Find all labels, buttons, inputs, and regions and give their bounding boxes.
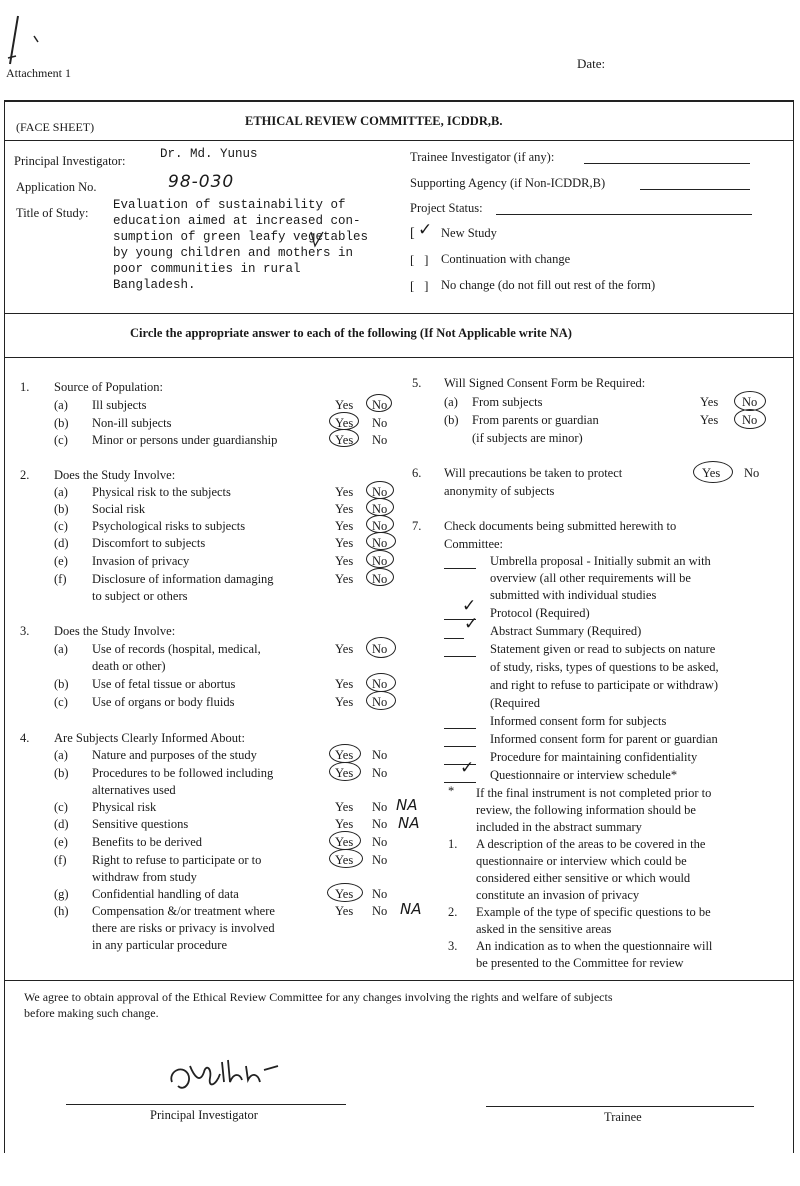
item-1b-yes[interactable]: Yes [335, 416, 354, 430]
item-2f-text-1: Disclosure of information damaging [92, 572, 274, 586]
form-divider-questions [4, 980, 793, 981]
status-cont-label: Continuation with change [441, 252, 571, 266]
item-4b-letter: (b) [54, 766, 69, 780]
section-6-text-2: anonymity of subjects [444, 484, 555, 498]
corner-mark-icon [4, 12, 44, 70]
item-4e-text: Benefits to be derived [92, 835, 203, 849]
section-6-text-1: Will precautions be taken to protect [444, 466, 623, 480]
status-field[interactable] [496, 214, 752, 215]
item-4g-no[interactable]: No [372, 887, 388, 901]
title-line-3: sumption of green leafy vegetables [113, 230, 369, 244]
item-4f-text-1: Right to refuse to participate or to [92, 853, 262, 867]
item-1c-circle [329, 429, 359, 447]
item-1b-text: Non-ill subjects [92, 416, 172, 430]
title-line-2: education aimed at increased con- [113, 214, 361, 228]
item-4h-text-3: in any particular procedure [92, 938, 228, 952]
form-divider-project [4, 313, 793, 314]
doc-confidentiality-text: Procedure for maintaining confidentiality [490, 750, 698, 764]
item-2f-yes[interactable]: Yes [335, 572, 354, 586]
item-3c-circle [366, 691, 396, 710]
item-2c-yes[interactable]: Yes [335, 519, 354, 533]
item-1a-no[interactable]: No [372, 398, 388, 412]
form-divider-instruction [4, 357, 793, 358]
item-2e-circle [366, 550, 394, 568]
application-label: Application No. [16, 180, 97, 194]
item-5a-no[interactable]: No [742, 395, 758, 409]
item-4c-no[interactable]: No [372, 800, 388, 814]
info-1-number: 1. [448, 837, 458, 851]
committee-title: ETHICAL REVIEW COMMITTEE, ICDDR,B. [245, 114, 503, 128]
item-2d-yes[interactable]: Yes [335, 536, 354, 550]
item-2f-text-2: to subject or others [92, 589, 188, 603]
doc-statement-field[interactable] [444, 656, 476, 657]
item-6-yes[interactable]: Yes [702, 466, 721, 480]
item-3b-letter: (b) [54, 677, 69, 691]
section-4-number: 4. [20, 731, 30, 745]
item-4g-letter: (g) [54, 887, 69, 901]
info-3-text-2: be presented to the Committee for review [476, 956, 684, 970]
doc-consent-parent-text: Informed consent form for parent or guardian [490, 732, 718, 746]
status-nochange-bracket[interactable]: [ ] [410, 278, 429, 293]
item-2a-circle [366, 481, 394, 499]
item-4g-yes[interactable]: Yes [335, 887, 354, 901]
item-5b-letter: (b) [444, 413, 459, 427]
title-label: Title of Study: [16, 206, 89, 220]
info-1-text-3: considered either sensitive or which would [476, 871, 691, 885]
doc-umbrella-text-2: overview (all other requirements will be [490, 571, 691, 585]
item-4h-text-1: Compensation &/or treatment where [92, 904, 275, 918]
doc-statement-text-4: (Required [490, 696, 540, 710]
doc-statement-text-2: of study, risks, types of questions to be asked, [490, 660, 719, 674]
item-2b-circle [366, 498, 394, 516]
date-label: Date: [577, 56, 606, 71]
doc-umbrella-text-3: submitted with individual studies [490, 588, 657, 602]
doc-statement-text-3: and right to refuse to participate or withdraw) [490, 678, 719, 692]
item-6-circle [693, 461, 733, 483]
agency-field[interactable] [640, 189, 750, 190]
doc-statement-text-1: Statement given or read to subjects on nature [490, 642, 716, 656]
item-4b-text-2: alternatives used [92, 783, 176, 797]
doc-consent-subjects-text: Informed consent form for subjects [490, 714, 667, 728]
item-1b-circle [329, 412, 359, 430]
doc-protocol-checkmark-icon: ✓ [462, 596, 477, 616]
section-2-number: 2. [20, 468, 30, 482]
item-2f-letter: (f) [54, 572, 67, 586]
section-3-number: 3. [20, 624, 30, 638]
pi-signature-line [66, 1104, 346, 1105]
item-2e-yes[interactable]: Yes [335, 554, 354, 568]
insertion-mark-icon [309, 230, 325, 248]
info-2-number: 2. [448, 905, 458, 919]
item-5b-yes[interactable]: Yes [700, 413, 719, 427]
item-1b-letter: (b) [54, 416, 69, 430]
trainee-label: Trainee Investigator (if any): [410, 150, 555, 164]
item-3b-yes[interactable]: Yes [335, 677, 354, 691]
item-5a-letter: (a) [444, 395, 458, 409]
item-2c-text: Psychological risks to subjects [92, 519, 246, 533]
item-5a-yes[interactable]: Yes [700, 395, 719, 409]
doc-abstract-checkmark-icon: ✓ [464, 614, 479, 634]
info-2-text-1: Example of the type of specific questions to be [476, 905, 711, 919]
doc-questionnaire-checkmark-icon: ✓ [460, 758, 475, 778]
title-line-6: Bangladesh. [113, 278, 196, 292]
item-2b-yes[interactable]: Yes [335, 502, 354, 516]
doc-consent-subjects-field[interactable] [444, 728, 476, 729]
item-1b-no[interactable]: No [372, 416, 388, 430]
status-new-bracket[interactable]: [ [410, 226, 415, 241]
doc-protocol-text: Protocol (Required) [490, 606, 590, 620]
agreement-text-2: before making such change. [24, 1006, 159, 1020]
item-2d-letter: (d) [54, 536, 69, 550]
title-line-1: Evaluation of sustainability of [113, 198, 346, 212]
status-new-label: New Study [441, 226, 497, 240]
item-4h-letter: (h) [54, 904, 69, 918]
face-sheet-label: (FACE SHEET) [16, 120, 95, 134]
form-left-border [4, 100, 5, 1153]
item-4h-yes[interactable]: Yes [335, 904, 354, 918]
item-3b-circle [366, 673, 396, 692]
item-4a-no[interactable]: No [372, 748, 388, 762]
title-line-4: by young children and mothers in [113, 246, 354, 260]
item-5b-text-2: (if subjects are minor) [472, 431, 583, 445]
section-7-text-1: Check documents being submitted herewith to [444, 519, 677, 533]
info-1-text-1: A description of the areas to be covered in the [476, 837, 706, 851]
item-2a-yes[interactable]: Yes [335, 485, 354, 499]
trainee-signature-line [486, 1106, 754, 1107]
item-4f-yes[interactable]: Yes [335, 853, 354, 867]
doc-abstract-text: Abstract Summary (Required) [490, 624, 642, 638]
section-5-title: Will Signed Consent Form be Required: [444, 376, 646, 390]
item-1a-letter: (a) [54, 398, 68, 412]
item-3b-text: Use of fetal tissue or abortus [92, 677, 236, 691]
note-text-1: If the final instrument is not completed prior to [476, 786, 712, 800]
item-4a-circle [329, 744, 361, 763]
agreement-text-1: We agree to obtain approval of the Ethical Review Committee for any changes involving the rights and welfare of subjects [24, 990, 613, 1004]
item-5b-no[interactable]: No [742, 413, 758, 427]
item-2b-no[interactable]: No [372, 502, 388, 516]
item-4f-no[interactable]: No [372, 853, 388, 867]
info-1-text-2: questionnaire or interview which could be [476, 854, 687, 868]
item-2c-circle [366, 515, 394, 533]
doc-consent-parent-field[interactable] [444, 746, 476, 747]
info-3-text-1: An indication as to when the questionnaire will [476, 939, 713, 953]
item-2d-circle [366, 532, 396, 550]
item-4e-letter: (e) [54, 835, 68, 849]
item-2a-letter: (a) [54, 485, 68, 499]
item-4f-text-2: withdraw from study [92, 870, 197, 884]
item-4b-circle [329, 762, 361, 781]
item-3b-no[interactable]: No [372, 677, 388, 691]
section-1-title: Source of Population: [54, 380, 164, 394]
status-cont-bracket[interactable]: [ ] [410, 252, 429, 267]
trainee-field[interactable] [584, 163, 750, 164]
status-nochange-label: No change (do not fill out rest of the form) [441, 278, 656, 292]
agency-label: Supporting Agency (if Non-ICDDR,B) [410, 176, 606, 190]
item-3c-no[interactable]: No [372, 695, 388, 709]
item-4e-no[interactable]: No [372, 835, 388, 849]
item-4d-yes[interactable]: Yes [335, 817, 354, 831]
doc-questionnaire-text: Questionnaire or interview schedule* [490, 768, 678, 782]
item-4h-text-2: there are risks or privacy is involved [92, 921, 275, 935]
item-2e-no[interactable]: No [372, 554, 388, 568]
info-3-number: 3. [448, 939, 458, 953]
attachment-label: Attachment 1 [6, 66, 71, 80]
item-2d-no[interactable]: No [372, 536, 388, 550]
trainee-signature-label: Trainee [604, 1110, 642, 1124]
item-1a-yes[interactable]: Yes [335, 398, 354, 412]
note-asterisk: * [448, 784, 455, 798]
item-4g-text: Confidential handling of data [92, 887, 239, 901]
item-2f-no[interactable]: No [372, 572, 388, 586]
form-top-border [4, 100, 793, 102]
item-6-no[interactable]: No [744, 466, 760, 480]
doc-questionnaire-field[interactable] [444, 782, 476, 783]
pi-signature-label: Principal Investigator [150, 1108, 258, 1122]
item-3a-letter: (a) [54, 642, 68, 656]
item-4d-text: Sensitive questions [92, 817, 189, 831]
item-1a-circle [366, 394, 392, 412]
item-4h-na: NA [400, 900, 422, 918]
item-4h-no[interactable]: No [372, 904, 388, 918]
item-3c-text: Use of organs or body fluids [92, 695, 235, 709]
status-label: Project Status: [410, 201, 483, 215]
form-divider-header [4, 140, 793, 141]
pi-label: Principal Investigator: [14, 154, 126, 168]
form-right-border [793, 100, 794, 1153]
item-4f-circle [329, 849, 363, 868]
section-7-text-2: Committee: [444, 537, 504, 551]
item-4e-yes[interactable]: Yes [335, 835, 354, 849]
note-text-2: review, the following information should be [476, 803, 696, 817]
item-2b-text: Social risk [92, 502, 146, 516]
item-1c-no[interactable]: No [372, 433, 388, 447]
doc-umbrella-text-1: Umbrella proposal - Initially submit an with [490, 554, 711, 568]
item-2a-no[interactable]: No [372, 485, 388, 499]
section-1-number: 1. [20, 380, 30, 394]
item-5b-circle [734, 409, 766, 429]
item-4b-text-1: Procedures to be followed including [92, 766, 274, 780]
note-text-3: included in the abstract summary [476, 820, 642, 834]
item-5a-text: From subjects [472, 395, 543, 409]
item-2f-circle [366, 568, 394, 586]
section-4-title: Are Subjects Clearly Informed About: [54, 731, 245, 745]
item-4b-no[interactable]: No [372, 766, 388, 780]
item-4g-circle [327, 883, 363, 902]
item-4d-letter: (d) [54, 817, 69, 831]
section-7-number: 7. [412, 519, 422, 533]
item-4e-circle [329, 831, 361, 850]
item-3a-text-1: Use of records (hospital, medical, [92, 642, 261, 656]
item-4d-no[interactable]: No [372, 817, 388, 831]
item-2b-letter: (b) [54, 502, 69, 516]
pi-value: Dr. Md. Yunus [160, 147, 258, 161]
info-2-text-2: asked in the sensitive areas [476, 922, 612, 936]
section-5-number: 5. [412, 376, 422, 390]
doc-abstract-field[interactable] [444, 638, 464, 639]
item-4a-yes[interactable]: Yes [335, 748, 354, 762]
item-2a-text: Physical risk to the subjects [92, 485, 231, 499]
item-3c-letter: (c) [54, 695, 68, 709]
doc-umbrella-field[interactable] [444, 568, 476, 569]
item-3c-yes[interactable]: Yes [335, 695, 354, 709]
item-5b-text-1: From parents or guardian [472, 413, 599, 427]
item-2c-letter: (c) [54, 519, 68, 533]
item-4f-letter: (f) [54, 853, 67, 867]
item-2e-letter: (e) [54, 554, 68, 568]
item-4b-yes[interactable]: Yes [335, 766, 354, 780]
item-2d-text: Discomfort to subjects [92, 536, 206, 550]
item-1c-text: Minor or persons under guardianship [92, 433, 278, 447]
item-4a-letter: (a) [54, 748, 68, 762]
item-4a-text: Nature and purposes of the study [92, 748, 257, 762]
item-5a-circle [734, 391, 766, 411]
item-1a-text: Ill subjects [92, 398, 147, 412]
status-new-checkmark-icon: ✓ [418, 220, 433, 240]
item-3a-yes[interactable]: Yes [335, 642, 354, 656]
item-3a-no[interactable]: No [372, 642, 388, 656]
section-3-title: Does the Study Involve: [54, 624, 176, 638]
item-1c-yes[interactable]: Yes [335, 433, 354, 447]
instruction-text: Circle the appropriate answer to each of the following (If Not Applicable write NA) [130, 326, 572, 340]
section-2-title: Does the Study Involve: [54, 468, 176, 482]
item-3a-circle [366, 637, 396, 658]
item-4d-na: NA [398, 814, 420, 832]
item-4c-na: NA [396, 796, 418, 814]
item-4c-letter: (c) [54, 800, 68, 814]
item-4c-yes[interactable]: Yes [335, 800, 354, 814]
item-2c-no[interactable]: No [372, 519, 388, 533]
section-6-number: 6. [412, 466, 422, 480]
item-3a-text-2: death or other) [92, 659, 166, 673]
title-line-5: poor communities in rural [113, 262, 301, 276]
item-4c-text: Physical risk [92, 800, 157, 814]
pi-signature-icon [164, 1052, 284, 1098]
info-1-text-4: constitute an invasion of privacy [476, 888, 640, 902]
application-value: 98-030 [168, 172, 235, 192]
item-2e-text: Invasion of privacy [92, 554, 190, 568]
item-1c-letter: (c) [54, 433, 68, 447]
